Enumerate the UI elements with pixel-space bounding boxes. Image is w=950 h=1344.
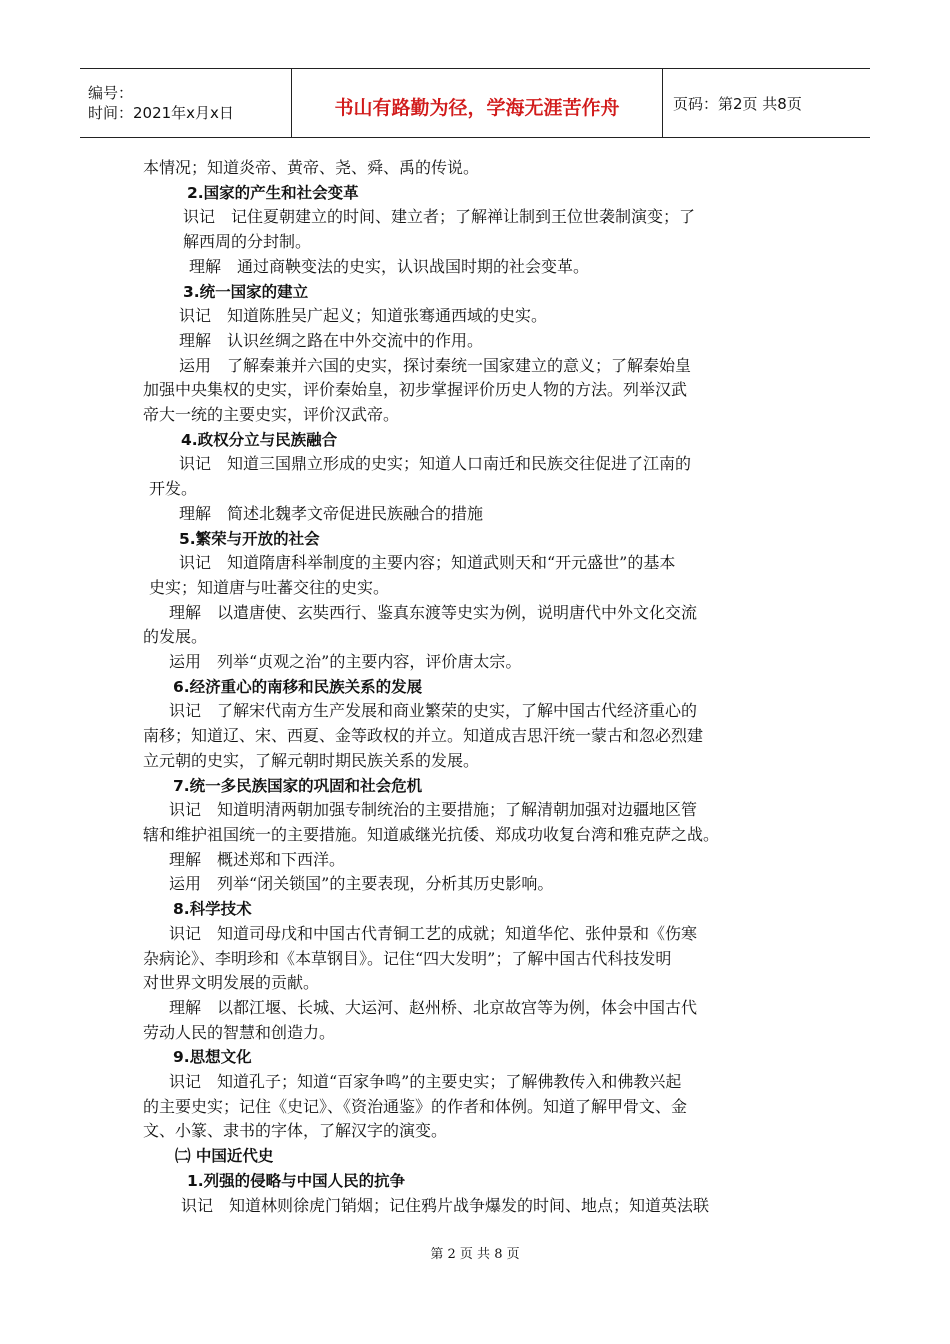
section-heading: 6.经济重心的南移和民族关系的发展 <box>173 677 423 696</box>
body-line: 立元朝的史实，了解元朝时期民族关系的发展。 <box>143 750 480 770</box>
body-line: 识记 了解宋代南方生产发展和商业繁荣的史实，了解中国古代经济重心的 <box>169 701 698 721</box>
body-line: 理解 通过商鞅变法的史实，认识战国时期的社会变革。 <box>189 256 590 276</box>
body-line: 理解 以都江堰、长城、大运河、赵州桥、北京故宫等为例，体会中国古代 <box>169 997 698 1017</box>
header-motto: 书山有路勤为径，学海无涯苦作舟 <box>292 69 663 138</box>
body-line: 开发。 <box>149 479 198 499</box>
body-line: 的主要史实；记住《史记》、《资治通鉴》的作者和体例。知道了解甲骨文、金 <box>143 1096 688 1116</box>
body-line: 识记 知道林则徐虎门销烟；记住鸦片战争爆发的时间、地点；知道英法联 <box>181 1195 710 1215</box>
body-line: 理解 简述北魏孝文帝促进民族融合的措施 <box>179 503 484 523</box>
section-heading: 9.思想文化 <box>173 1048 252 1067</box>
body-line: 杂病论》、李明珍和《本草钢目》。记住“四大发明”；了解中国古代科技发明 <box>143 948 672 968</box>
body-line: 运用 了解秦兼并六国的史实，探讨秦统一国家建立的意义；了解秦始皇 <box>179 355 692 375</box>
section-heading: 7.统一多民族国家的巩固和社会危机 <box>173 776 423 795</box>
section-heading: 5.繁荣与开放的社会 <box>179 529 320 548</box>
body-line: 识记 知道明清两朝加强专制统治的主要措施；了解清朝加强对边疆地区管 <box>169 800 698 820</box>
body-line: 识记 知道三国鼎立形成的史实；知道人口南迁和民族交往促进了江南的 <box>179 454 692 474</box>
body-line: 的发展。 <box>143 627 208 647</box>
page-footer: 第 2 页 共 8 页 <box>430 1247 520 1262</box>
body-line: 南移；知道辽、宋、西夏、金等政权的并立。知道成吉思汗统一蒙古和忽必烈建 <box>143 726 704 746</box>
body-line: 理解 以遣唐使、玄奘西行、鉴真东渡等史实为例，说明唐代中外文化交流 <box>169 602 698 622</box>
body-line: 本情况；知道炎帝、黄帝、尧、舜、禹的传说。 <box>143 158 480 177</box>
document-body <box>143 156 808 1218</box>
doc-number-label: 编号： <box>88 84 134 102</box>
section-heading: 4.政权分立与民族融合 <box>181 430 338 449</box>
body-line: 解西周的分封制。 <box>183 232 312 252</box>
body-line: 加强中央集权的史实，评价秦始皇，初步掌握评价历史人物的方法。列举汉武 <box>143 380 688 400</box>
header-left-cell <box>80 69 292 138</box>
body-line: 识记 知道孔子；知道“百家争鸣”的主要史实；了解佛教传入和佛教兴起 <box>169 1072 682 1092</box>
section-heading: 8.科学技术 <box>173 900 252 919</box>
body-line: 识记 知道陈胜吴广起义；知道张骞通西域的史实。 <box>179 306 548 326</box>
body-line: 辖和维护祖国统一的主要措施。知道戚继光抗倭、郑成功收复台湾和雅克萨之战。 <box>143 824 720 844</box>
body-line: 对世界文明发展的贡献。 <box>143 973 320 993</box>
body-line: 文、小篆、隶书的字体，了解汉字的演变。 <box>143 1121 448 1141</box>
section-heading: 2.国家的产生和社会变革 <box>187 183 359 202</box>
section-heading: 3.统一国家的建立 <box>183 282 309 301</box>
body-line: 识记 知道司母戊和中国古代青铜工艺的成就；知道华佗、张仲景和《伤寒 <box>169 923 698 943</box>
header-page-info: 页码：第2页 共8页 <box>663 69 871 138</box>
body-line: 识记 记住夏朝建立的时间、建立者；了解禅让制到王位世袭制演变；了 <box>183 207 696 227</box>
body-line: 识记 知道隋唐科举制度的主要内容；知道武则天和“开元盛世”的基本 <box>179 553 676 573</box>
body-line: 劳动人民的智慧和创造力。 <box>143 1022 336 1042</box>
doc-time-label: 时间：2021年x月x日 <box>88 104 234 122</box>
body-line: 史实；知道唐与吐蕃交往的史实。 <box>149 577 390 597</box>
body-line: 帝大一统的主要史实，评价汉武帝。 <box>143 405 400 425</box>
section-heading: ㈡ 中国近代史 <box>175 1147 274 1166</box>
header-table <box>80 68 870 138</box>
body-line: 运用 列举“闭关锁国”的主要表现，分析其历史影响。 <box>169 874 554 894</box>
section-heading: 1.列强的侵略与中国人民的抗争 <box>187 1171 406 1190</box>
body-line: 理解 概述郑和下西洋。 <box>169 849 346 869</box>
body-line: 运用 列举“贞观之治”的主要内容，评价唐太宗。 <box>169 652 522 672</box>
body-line: 理解 认识丝绸之路在中外交流中的作用。 <box>179 330 484 350</box>
